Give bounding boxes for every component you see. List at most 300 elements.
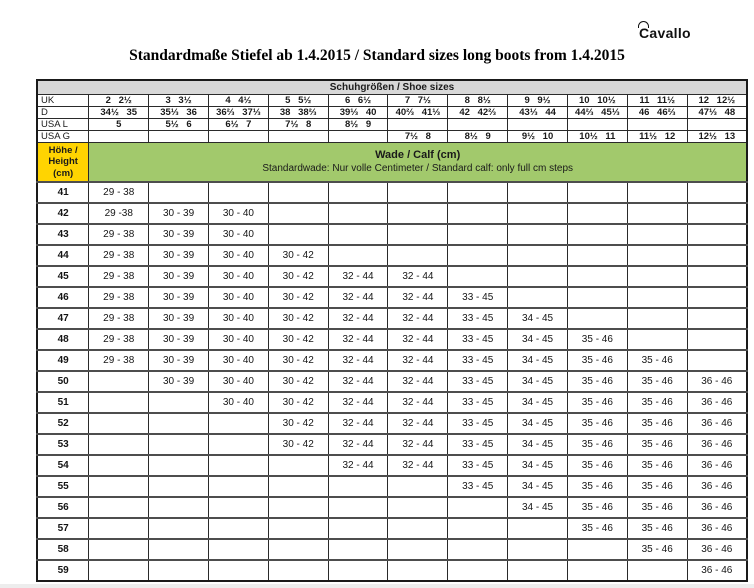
shoe-size-row-d bbox=[37, 107, 747, 119]
calf-range-cell: 30 - 39 bbox=[149, 329, 209, 350]
calf-range-cell bbox=[508, 560, 568, 581]
calf-range-cell bbox=[627, 203, 687, 224]
calf-range-cell: 32 - 44 bbox=[388, 413, 448, 434]
calf-range-cell: 35 - 46 bbox=[567, 518, 627, 539]
calf-range-cell bbox=[627, 182, 687, 203]
shoe-size-cell: 35⅓ 36 bbox=[149, 107, 209, 119]
height-column-header bbox=[37, 143, 89, 183]
calf-range-cell bbox=[149, 476, 209, 497]
calf-range-cell bbox=[89, 497, 149, 518]
calf-range-cell: 36 - 46 bbox=[687, 497, 747, 518]
shoe-size-row-usa-l bbox=[37, 119, 747, 131]
calf-range-cell bbox=[328, 560, 388, 581]
calf-range-cell bbox=[567, 266, 627, 287]
height-row-41 bbox=[37, 182, 747, 203]
shoe-size-cell: 10 10½ bbox=[567, 95, 627, 107]
calf-range-cell: 29 - 38 bbox=[89, 224, 149, 245]
calf-range-cell: 30 - 40 bbox=[208, 329, 268, 350]
calf-range-cell: 33 - 45 bbox=[448, 371, 508, 392]
calf-range-cell: 34 - 45 bbox=[508, 350, 568, 371]
calf-range-cell: 35 - 46 bbox=[627, 539, 687, 560]
height-value: 46 bbox=[37, 287, 89, 308]
calf-range-cell: 30 - 42 bbox=[268, 287, 328, 308]
height-value: 41 bbox=[37, 182, 89, 203]
calf-range-cell: 35 - 46 bbox=[567, 476, 627, 497]
shoe-size-cell: 5½ 6 bbox=[149, 119, 209, 131]
calf-range-cell: 30 - 42 bbox=[268, 371, 328, 392]
calf-range-cell: 32 - 44 bbox=[328, 371, 388, 392]
calf-range-cell bbox=[448, 245, 508, 266]
calf-range-cell bbox=[149, 560, 209, 581]
calf-range-cell: 35 - 46 bbox=[567, 329, 627, 350]
calf-range-cell bbox=[508, 539, 568, 560]
calf-range-cell: 32 - 44 bbox=[388, 434, 448, 455]
calf-range-cell: 32 - 44 bbox=[328, 329, 388, 350]
calf-range-cell bbox=[627, 329, 687, 350]
calf-range-cell bbox=[268, 224, 328, 245]
calf-range-cell bbox=[388, 224, 448, 245]
calf-range-cell: 34 - 45 bbox=[508, 434, 568, 455]
shoe-size-cell: 7½ 8 bbox=[388, 131, 448, 143]
height-row-51 bbox=[37, 392, 747, 413]
calf-range-cell: 30 - 40 bbox=[208, 392, 268, 413]
height-row-59 bbox=[37, 560, 747, 581]
calf-header-row bbox=[37, 143, 747, 183]
calf-range-cell bbox=[567, 308, 627, 329]
calf-range-cell: 35 - 46 bbox=[567, 455, 627, 476]
shoe-size-cell bbox=[89, 131, 149, 143]
shoe-size-cell: 36⅔ 37⅓ bbox=[208, 107, 268, 119]
shoe-size-cell: 11½ 12 bbox=[627, 131, 687, 143]
calf-range-cell: 32 - 44 bbox=[388, 308, 448, 329]
shoe-size-cell: 4 4½ bbox=[208, 95, 268, 107]
calf-range-cell: 32 - 44 bbox=[388, 350, 448, 371]
calf-range-cell: 35 - 46 bbox=[567, 434, 627, 455]
calf-range-cell: 36 - 46 bbox=[687, 392, 747, 413]
calf-range-cell bbox=[388, 476, 448, 497]
calf-range-cell bbox=[208, 455, 268, 476]
calf-range-cell bbox=[328, 182, 388, 203]
height-value: 58 bbox=[37, 539, 89, 560]
calf-range-cell bbox=[448, 560, 508, 581]
calf-range-cell bbox=[268, 560, 328, 581]
shoe-size-cell bbox=[627, 119, 687, 131]
height-value: 45 bbox=[37, 266, 89, 287]
calf-range-cell: 30 - 42 bbox=[268, 434, 328, 455]
calf-range-cell bbox=[508, 203, 568, 224]
calf-range-cell bbox=[149, 539, 209, 560]
calf-range-cell: 35 - 46 bbox=[567, 497, 627, 518]
calf-range-cell bbox=[268, 539, 328, 560]
calf-range-cell: 35 - 46 bbox=[567, 413, 627, 434]
calf-range-cell: 34 - 45 bbox=[508, 413, 568, 434]
calf-range-cell: 30 - 42 bbox=[268, 245, 328, 266]
shoe-size-cell bbox=[208, 131, 268, 143]
height-row-45 bbox=[37, 266, 747, 287]
calf-range-cell bbox=[448, 266, 508, 287]
calf-range-cell bbox=[89, 518, 149, 539]
calf-range-cell: 36 - 46 bbox=[687, 371, 747, 392]
calf-range-cell: 33 - 45 bbox=[448, 287, 508, 308]
calf-range-cell bbox=[448, 518, 508, 539]
shoe-size-cell: 47⅓ 48 bbox=[687, 107, 747, 119]
shoe-size-cell: 10½ 11 bbox=[567, 131, 627, 143]
calf-range-cell bbox=[388, 539, 448, 560]
height-row-43 bbox=[37, 224, 747, 245]
calf-range-cell: 36 - 46 bbox=[687, 539, 747, 560]
calf-range-cell bbox=[627, 308, 687, 329]
calf-range-cell bbox=[687, 308, 747, 329]
calf-range-cell bbox=[448, 224, 508, 245]
calf-range-cell bbox=[388, 518, 448, 539]
calf-range-cell bbox=[508, 182, 568, 203]
calf-range-cell bbox=[89, 413, 149, 434]
calf-range-cell: 32 - 44 bbox=[328, 287, 388, 308]
calf-range-cell: 29 -38 bbox=[89, 203, 149, 224]
calf-range-cell bbox=[208, 497, 268, 518]
height-value: 47 bbox=[37, 308, 89, 329]
shoe-size-cell: 8 8½ bbox=[448, 95, 508, 107]
shoe-size-cell bbox=[149, 131, 209, 143]
calf-range-cell bbox=[388, 245, 448, 266]
shoe-size-cell: 7½ 8 bbox=[268, 119, 328, 131]
height-header-line3: (cm) bbox=[53, 167, 74, 179]
height-row-58 bbox=[37, 539, 747, 560]
calf-range-cell bbox=[567, 245, 627, 266]
height-value: 50 bbox=[37, 371, 89, 392]
calf-range-cell bbox=[268, 455, 328, 476]
calf-range-cell: 35 - 46 bbox=[627, 518, 687, 539]
height-value: 51 bbox=[37, 392, 89, 413]
calf-range-cell: 33 - 45 bbox=[448, 455, 508, 476]
calf-range-cell bbox=[328, 203, 388, 224]
calf-range-cell bbox=[149, 392, 209, 413]
shoe-size-cell: 2 2½ bbox=[89, 95, 149, 107]
calf-range-cell: 32 - 44 bbox=[388, 329, 448, 350]
height-row-48 bbox=[37, 329, 747, 350]
calf-range-cell: 30 - 42 bbox=[268, 413, 328, 434]
calf-range-cell: 36 - 46 bbox=[687, 434, 747, 455]
shoe-size-cell: 5 5½ bbox=[268, 95, 328, 107]
size-system-label: USA L bbox=[37, 119, 89, 131]
calf-range-cell: 30 - 39 bbox=[149, 287, 209, 308]
height-value: 43 bbox=[37, 224, 89, 245]
calf-range-cell bbox=[268, 182, 328, 203]
calf-range-cell bbox=[388, 203, 448, 224]
calf-range-cell: 30 - 39 bbox=[149, 224, 209, 245]
calf-range-cell bbox=[149, 455, 209, 476]
size-chart-table bbox=[36, 79, 748, 582]
calf-range-cell: 34 - 45 bbox=[508, 308, 568, 329]
calf-range-cell: 29 - 38 bbox=[89, 308, 149, 329]
calf-range-cell: 30 - 39 bbox=[149, 350, 209, 371]
calf-range-cell: 30 - 39 bbox=[149, 266, 209, 287]
shoe-size-row-usa-g bbox=[37, 131, 747, 143]
shoe-size-cell: 6 6½ bbox=[328, 95, 388, 107]
calf-range-cell bbox=[268, 518, 328, 539]
calf-range-cell bbox=[208, 476, 268, 497]
calf-range-cell: 29 - 38 bbox=[89, 245, 149, 266]
calf-range-cell: 36 - 46 bbox=[687, 476, 747, 497]
calf-range-cell: 30 - 42 bbox=[268, 308, 328, 329]
calf-range-cell: 29 - 38 bbox=[89, 329, 149, 350]
height-value: 44 bbox=[37, 245, 89, 266]
calf-range-cell bbox=[687, 287, 747, 308]
calf-range-cell: 35 - 46 bbox=[627, 434, 687, 455]
calf-range-cell bbox=[508, 245, 568, 266]
calf-range-cell bbox=[268, 497, 328, 518]
calf-range-cell bbox=[268, 203, 328, 224]
calf-range-cell bbox=[448, 203, 508, 224]
height-row-56 bbox=[37, 497, 747, 518]
calf-range-cell bbox=[89, 476, 149, 497]
calf-range-cell bbox=[567, 203, 627, 224]
shoe-size-cell: 5 bbox=[89, 119, 149, 131]
calf-range-cell bbox=[328, 245, 388, 266]
calf-range-cell: 35 - 46 bbox=[627, 350, 687, 371]
calf-range-cell bbox=[89, 455, 149, 476]
height-value: 49 bbox=[37, 350, 89, 371]
calf-range-cell bbox=[687, 329, 747, 350]
calf-range-cell: 30 - 40 bbox=[208, 308, 268, 329]
calf-range-cell: 32 - 44 bbox=[388, 392, 448, 413]
shoe-size-cell bbox=[388, 119, 448, 131]
calf-header-subtitle: Standardwade: Nur volle Centimeter / Standard calf: only full cm steps bbox=[262, 162, 574, 174]
calf-range-cell bbox=[687, 224, 747, 245]
calf-range-cell bbox=[627, 224, 687, 245]
calf-range-cell bbox=[567, 539, 627, 560]
shoe-size-cell bbox=[508, 119, 568, 131]
height-row-52 bbox=[37, 413, 747, 434]
height-row-47 bbox=[37, 308, 747, 329]
calf-range-cell: 33 - 45 bbox=[448, 308, 508, 329]
calf-range-cell: 36 - 46 bbox=[687, 560, 747, 581]
height-row-54 bbox=[37, 455, 747, 476]
calf-range-cell bbox=[208, 539, 268, 560]
height-value: 59 bbox=[37, 560, 89, 581]
shoe-size-cell: 8½ 9 bbox=[448, 131, 508, 143]
height-header-line1: Höhe / bbox=[48, 144, 78, 156]
calf-range-cell bbox=[89, 560, 149, 581]
calf-range-cell bbox=[89, 539, 149, 560]
calf-range-cell: 30 - 39 bbox=[149, 308, 209, 329]
shoe-size-cell: 46 46⅔ bbox=[627, 107, 687, 119]
calf-range-cell bbox=[567, 224, 627, 245]
calf-range-cell bbox=[89, 392, 149, 413]
calf-range-cell: 30 - 39 bbox=[149, 245, 209, 266]
calf-range-cell bbox=[448, 497, 508, 518]
shoe-size-cell: 9 9½ bbox=[508, 95, 568, 107]
height-value: 54 bbox=[37, 455, 89, 476]
calf-range-cell: 30 - 40 bbox=[208, 371, 268, 392]
calf-range-cell: 35 - 46 bbox=[627, 476, 687, 497]
calf-range-cell: 35 - 46 bbox=[627, 392, 687, 413]
height-header-line2: Height bbox=[48, 156, 78, 168]
shoe-size-cell bbox=[328, 131, 388, 143]
height-row-44 bbox=[37, 245, 747, 266]
calf-range-cell bbox=[687, 182, 747, 203]
calf-range-cell: 32 - 44 bbox=[328, 392, 388, 413]
height-value: 56 bbox=[37, 497, 89, 518]
calf-range-cell: 29 - 38 bbox=[89, 266, 149, 287]
calf-range-cell bbox=[508, 518, 568, 539]
calf-range-cell: 35 - 46 bbox=[627, 497, 687, 518]
calf-range-cell bbox=[567, 560, 627, 581]
calf-range-cell: 35 - 46 bbox=[627, 413, 687, 434]
height-value: 42 bbox=[37, 203, 89, 224]
calf-range-cell bbox=[149, 518, 209, 539]
height-value: 52 bbox=[37, 413, 89, 434]
calf-range-cell: 33 - 45 bbox=[448, 392, 508, 413]
calf-range-cell: 32 - 44 bbox=[388, 287, 448, 308]
calf-range-cell: 30 - 40 bbox=[208, 266, 268, 287]
height-row-50 bbox=[37, 371, 747, 392]
calf-range-cell bbox=[627, 560, 687, 581]
calf-range-cell: 30 - 42 bbox=[268, 350, 328, 371]
calf-range-cell: 32 - 44 bbox=[328, 434, 388, 455]
height-value: 57 bbox=[37, 518, 89, 539]
shoe-size-cell: 9½ 10 bbox=[508, 131, 568, 143]
shoe-size-cell: 3 3½ bbox=[149, 95, 209, 107]
calf-range-cell bbox=[627, 245, 687, 266]
height-row-57 bbox=[37, 518, 747, 539]
calf-range-cell: 30 - 40 bbox=[208, 350, 268, 371]
calf-range-cell bbox=[149, 182, 209, 203]
calf-range-cell: 35 - 46 bbox=[567, 371, 627, 392]
shoe-size-cell: 7 7½ bbox=[388, 95, 448, 107]
calf-range-cell bbox=[687, 350, 747, 371]
calf-range-cell: 30 - 39 bbox=[149, 371, 209, 392]
calf-range-cell bbox=[328, 224, 388, 245]
calf-range-cell bbox=[89, 371, 149, 392]
size-system-label: UK bbox=[37, 95, 89, 107]
calf-range-cell: 32 - 44 bbox=[388, 455, 448, 476]
size-system-label: USA G bbox=[37, 131, 89, 143]
calf-range-cell: 34 - 45 bbox=[508, 455, 568, 476]
shoe-size-cell: 11 11½ bbox=[627, 95, 687, 107]
calf-header-title: Wade / Calf (cm) bbox=[375, 148, 461, 161]
cavallo-logo: Cavallo bbox=[639, 25, 691, 41]
height-row-42 bbox=[37, 203, 747, 224]
calf-range-cell bbox=[208, 413, 268, 434]
calf-range-cell: 36 - 46 bbox=[687, 518, 747, 539]
page-bottom-edge bbox=[0, 584, 754, 588]
calf-range-cell bbox=[627, 287, 687, 308]
calf-range-cell: 34 - 45 bbox=[508, 476, 568, 497]
calf-range-cell bbox=[388, 560, 448, 581]
shoe-size-cell: 39⅓ 40 bbox=[328, 107, 388, 119]
calf-range-cell: 32 - 44 bbox=[328, 308, 388, 329]
calf-range-cell: 29 - 38 bbox=[89, 287, 149, 308]
calf-range-cell: 36 - 46 bbox=[687, 413, 747, 434]
calf-range-cell: 35 - 46 bbox=[567, 392, 627, 413]
calf-range-cell: 34 - 45 bbox=[508, 392, 568, 413]
shoe-size-row-uk bbox=[37, 95, 747, 107]
calf-range-cell bbox=[149, 497, 209, 518]
calf-range-cell: 32 - 44 bbox=[388, 266, 448, 287]
calf-range-cell: 35 - 46 bbox=[627, 455, 687, 476]
shoe-size-cell: 6½ 7 bbox=[208, 119, 268, 131]
shoe-size-cell bbox=[268, 131, 328, 143]
calf-range-cell: 32 - 44 bbox=[328, 455, 388, 476]
calf-range-cell bbox=[508, 287, 568, 308]
calf-range-cell bbox=[208, 182, 268, 203]
shoe-sizes-header-row bbox=[37, 80, 747, 95]
calf-range-cell bbox=[149, 413, 209, 434]
calf-range-cell bbox=[687, 245, 747, 266]
calf-range-cell: 30 - 40 bbox=[208, 245, 268, 266]
calf-range-cell bbox=[328, 518, 388, 539]
shoe-size-cell: 34½ 35 bbox=[89, 107, 149, 119]
calf-range-cell bbox=[208, 518, 268, 539]
calf-range-cell bbox=[328, 539, 388, 560]
height-value: 53 bbox=[37, 434, 89, 455]
calf-range-cell bbox=[448, 182, 508, 203]
shoe-size-cell: 42 42⅔ bbox=[448, 107, 508, 119]
size-system-label: D bbox=[37, 107, 89, 119]
calf-range-cell: 29 - 38 bbox=[89, 350, 149, 371]
calf-range-cell: 33 - 45 bbox=[448, 350, 508, 371]
shoe-size-cell: 38 38⅔ bbox=[268, 107, 328, 119]
calf-range-cell: 34 - 45 bbox=[508, 497, 568, 518]
calf-range-cell: 30 - 42 bbox=[268, 329, 328, 350]
calf-column-header bbox=[89, 143, 747, 183]
page-title: Standardmaße Stiefel ab 1.4.2015 / Standard sizes long boots from 1.4.2015 bbox=[129, 47, 625, 64]
calf-range-cell bbox=[567, 182, 627, 203]
calf-range-cell bbox=[627, 266, 687, 287]
shoe-size-cell: 12 12½ bbox=[687, 95, 747, 107]
calf-range-cell bbox=[208, 560, 268, 581]
calf-range-cell bbox=[268, 476, 328, 497]
calf-range-cell: 33 - 45 bbox=[448, 329, 508, 350]
height-value: 55 bbox=[37, 476, 89, 497]
calf-range-cell bbox=[508, 224, 568, 245]
calf-range-cell: 36 - 46 bbox=[687, 455, 747, 476]
calf-range-cell: 30 - 39 bbox=[149, 203, 209, 224]
calf-range-cell bbox=[687, 203, 747, 224]
shoe-size-cell: 8½ 9 bbox=[328, 119, 388, 131]
shoe-size-cell: 43⅓ 44 bbox=[508, 107, 568, 119]
calf-range-cell: 30 - 40 bbox=[208, 203, 268, 224]
shoe-sizes-header: Schuhgrößen / Shoe sizes bbox=[37, 80, 747, 95]
calf-range-cell bbox=[448, 539, 508, 560]
calf-range-cell: 33 - 45 bbox=[448, 476, 508, 497]
shoe-size-cell bbox=[567, 119, 627, 131]
calf-range-cell: 32 - 44 bbox=[328, 413, 388, 434]
calf-range-cell: 35 - 46 bbox=[567, 350, 627, 371]
height-row-46 bbox=[37, 287, 747, 308]
shoe-size-cell bbox=[448, 119, 508, 131]
calf-range-cell: 30 - 42 bbox=[268, 392, 328, 413]
calf-range-cell bbox=[328, 497, 388, 518]
calf-range-cell: 30 - 42 bbox=[268, 266, 328, 287]
shoe-size-cell: 12½ 13 bbox=[687, 131, 747, 143]
calf-range-cell bbox=[89, 434, 149, 455]
calf-range-cell bbox=[508, 266, 568, 287]
calf-range-cell bbox=[149, 434, 209, 455]
calf-range-cell: 33 - 45 bbox=[448, 434, 508, 455]
calf-range-cell: 30 - 40 bbox=[208, 287, 268, 308]
shoe-size-cell: 44⅔ 45⅓ bbox=[567, 107, 627, 119]
calf-range-cell bbox=[567, 287, 627, 308]
shoe-size-cell bbox=[687, 119, 747, 131]
calf-range-cell bbox=[388, 497, 448, 518]
calf-range-cell: 34 - 45 bbox=[508, 371, 568, 392]
calf-range-cell: 35 - 46 bbox=[627, 371, 687, 392]
calf-range-cell: 29 - 38 bbox=[89, 182, 149, 203]
calf-range-cell: 30 - 40 bbox=[208, 224, 268, 245]
height-row-55 bbox=[37, 476, 747, 497]
